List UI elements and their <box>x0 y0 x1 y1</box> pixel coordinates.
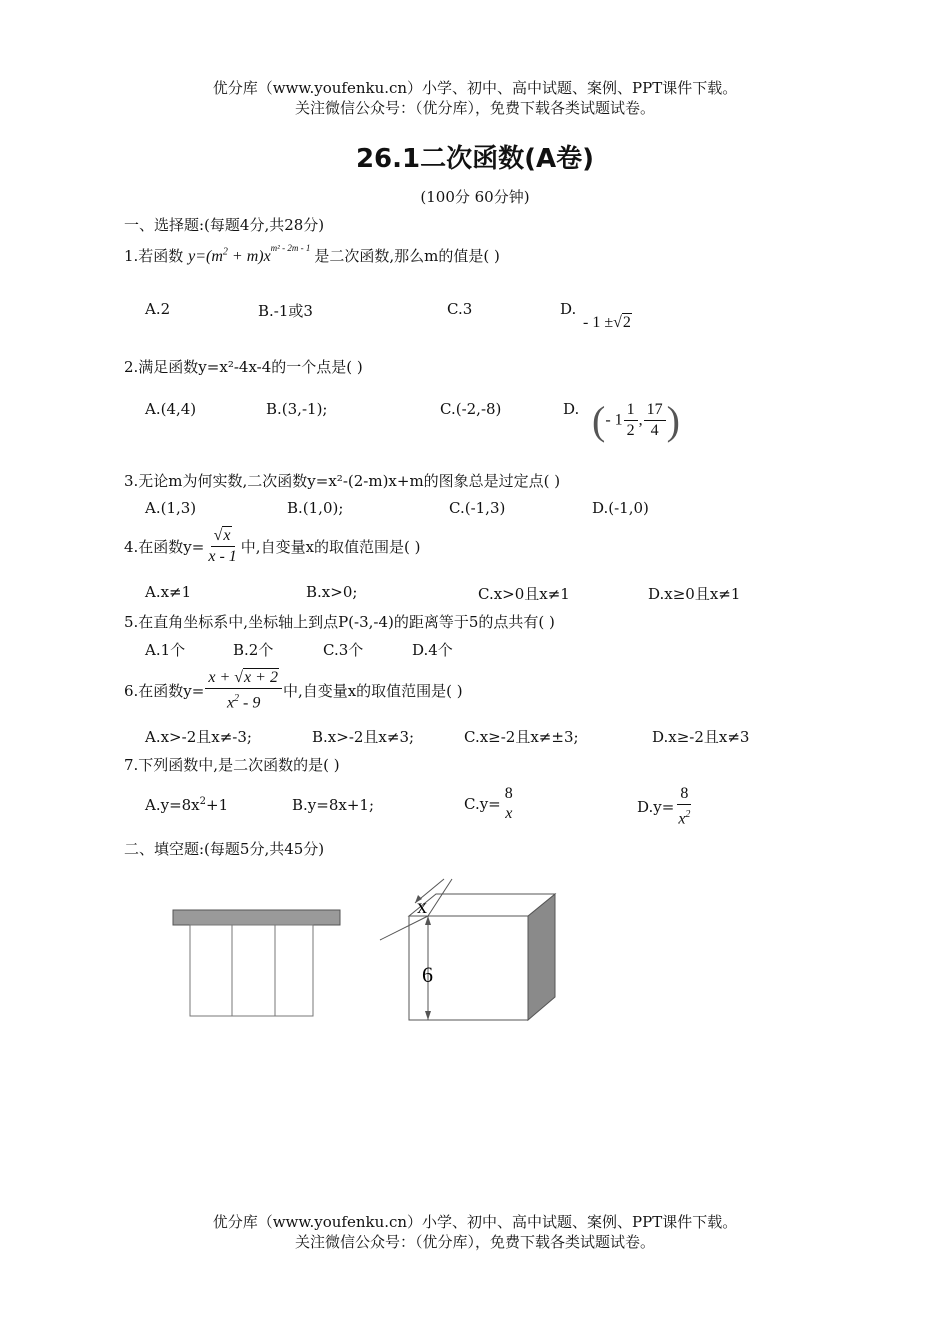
label-x: x <box>417 896 427 918</box>
q4-option-a: A.x≠1 <box>145 583 192 601</box>
q6-option-c: C.x≥-2且x≠±3; <box>464 728 579 746</box>
q1-option-a: A.2 <box>145 300 171 318</box>
q6-option-d: D.x≥-2且x≠3 <box>652 728 750 746</box>
section-heading-choice: 一、选择题:(每题4分,共28分) <box>124 216 325 234</box>
q2-option-a: A.(4,4) <box>145 400 197 418</box>
footer-line-2: 关注微信公众号：（优分库），免费下载各类试题试卷。 <box>294 1233 655 1251</box>
label-6: 6 <box>422 962 433 987</box>
question-1 <box>124 242 500 266</box>
q5-option-a: A.1个 <box>145 641 186 659</box>
q2-option-b: B.(3,-1); <box>266 400 328 418</box>
q2-option-d-label: D. <box>563 400 580 418</box>
panel-frame <box>190 925 313 1016</box>
q5-option-b: B.2个 <box>233 641 274 659</box>
q2-option-d-value: (- 1 $\frac{1}{2}$ , $\frac{17}{4}$ ) <box>592 398 680 443</box>
header-line-1: 优分库（www.youfenku.cn）小学、初中、高中试题、案例、PPT课件下载。 <box>212 79 738 97</box>
q3-option-a: A.(1,3) <box>145 499 197 517</box>
page-title: 26.1二次函数(A卷) <box>355 144 595 174</box>
q7-option-a: $A.y=8x^2+1$ <box>145 796 229 814</box>
question-2: 2.满足函数y=x²-4x-4的一个点是( ) <box>124 358 363 376</box>
page-subtitle: (100分 60分钟) <box>420 188 530 206</box>
question-4: 4.在函数y= $\frac{√x}{x - 1}$ 中,自变量x的取值范围是( ) <box>124 527 421 565</box>
q7-option-c: C.y= 8 x <box>464 785 513 822</box>
question-5: 5.在直角坐标系中,坐标轴上到点P(-3,-4)的距离等于5的点共有( ) <box>124 613 555 631</box>
q6-option-a: A.x>-2且x≠-3; <box>145 728 252 746</box>
q1-option-b: B.-1或3 <box>258 302 313 320</box>
q3-option-b: B.(1,0); <box>287 499 344 517</box>
question-3: 3.无论m为何实数,二次函数y=x²-(2-m)x+m的图象总是过定点( ) <box>124 472 561 490</box>
q1-suffix: 是二次函数,那么m的值是( ) <box>314 247 500 265</box>
board-top <box>173 910 340 925</box>
q1-prefix: 1.若函数 <box>124 247 184 265</box>
header-line-2: 关注微信公众号：（优分库），免费下载各类试题试卷。 <box>294 99 655 117</box>
q1-option-d-label: D. <box>560 300 577 318</box>
q4-option-d: D.x≥0且x≠1 <box>648 585 741 603</box>
q4-option-b: B.x>0; <box>306 583 358 601</box>
q2-option-c: C.(-2,-8) <box>440 400 502 418</box>
q5-option-d: D.4个 <box>412 641 453 659</box>
q1-option-c: C.3 <box>447 300 473 318</box>
q3-option-d: D.(-1,0) <box>592 499 649 517</box>
section-heading-fill: 二、填空题:(每题5分,共45分) <box>124 840 325 858</box>
question-7: 7.下列函数中,是二次函数的是( ) <box>124 756 340 774</box>
q1-option-d-value: - 1 ±√2 <box>583 314 631 331</box>
q5-option-c: C.3个 <box>323 641 364 659</box>
footer-line-1: 优分库（www.youfenku.cn）小学、初中、高中试题、案例、PPT课件下载。 <box>212 1213 738 1231</box>
question-6: 6.在函数y= $\frac{x + √x + 2}{x^2 - 9}$ 中,自变量x的取值范围是( ) <box>124 669 463 712</box>
q7-option-d: D.y= $\frac{8}{x^2}$ <box>637 785 691 828</box>
q4-option-c: C.x>0且x≠1 <box>478 585 570 603</box>
q3-option-c: C.(-1,3) <box>449 499 506 517</box>
figure-diagram <box>160 865 580 1035</box>
q7-option-b: B.y=8x+1; <box>292 796 375 814</box>
q1-formula: $y=(m^2 + m)x^{m^2 - 2m - 1}$ <box>188 242 311 265</box>
q6-option-b: B.x>-2且x≠3; <box>312 728 415 746</box>
